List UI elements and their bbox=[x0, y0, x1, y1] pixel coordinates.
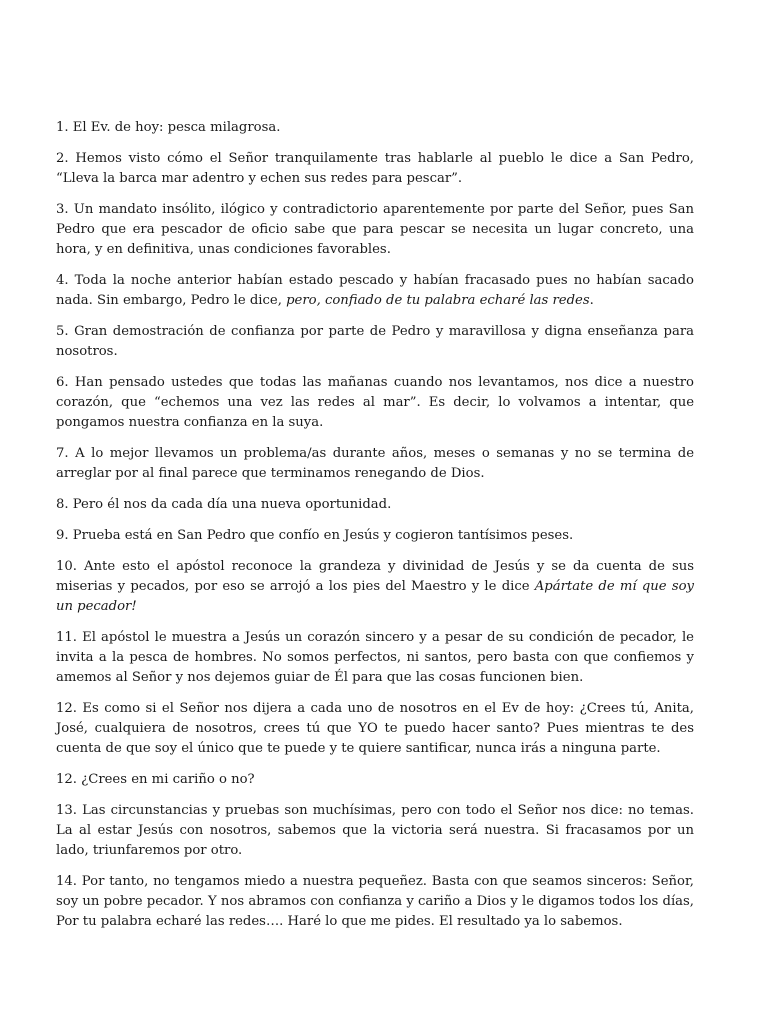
paragraph-1: 1. El Ev. de hoy: pesca milagrosa. bbox=[56, 120, 281, 135]
paragraph-4-quote: pero, confiado de tu palabra echaré las redes bbox=[286, 293, 590, 308]
document-page bbox=[56, 118, 694, 943]
paragraph-11: 11. El apóstol le muestra a Jesús un corazón sincero y a pesar de su condición de pecador, le invita a la pesca de hombres. No somos perfectos, ni santos, pero basta con que confiemos y amemos al Señor y nos dejemos guiar de Él para que las cosas funcionen bien. bbox=[56, 630, 694, 685]
paragraph-14: 14. Por tanto, no tengamos miedo a nuestra pequeñez. Basta con que seamos sinceros: Señor, soy un pobre pecador. Y nos abramos con confianza y cariño a Dios y le digamos todos los días, Por tu palabra echaré las redes…. Haré lo que me pides. El resultado ya lo sabemos. bbox=[56, 874, 694, 929]
paragraph-4: 4. Toda la noche anterior habían estado pescado y habían fracasado pues no habían sacado nada. Sin embargo, Pedro le dice, pero, confiado de tu palabra echaré las redes. bbox=[56, 273, 694, 308]
paragraph-5: 5. Gran demostración de confianza por parte de Pedro y maravillosa y digna enseñanza para nosotros. bbox=[56, 324, 694, 359]
paragraph-13: 13. Las circunstancias y pruebas son muchísimas, pero con todo el Señor nos dice: no temas. La al estar Jesús con nosotros, sabemos que la victoria será nuestra. Si fracasamos por un lado, triunfaremos por otro. bbox=[56, 803, 694, 858]
paragraph-9: 9. Prueba está en San Pedro que confío en Jesús y cogieron tantísimos peses. bbox=[56, 528, 574, 543]
paragraph-6: 6. Han pensado ustedes que todas las mañanas cuando nos levantamos, nos dice a nuestro corazón, que “echemos una vez las redes al mar”. Es decir, lo volvamos a intentar, que pongamos nuestra confianza en la suya. bbox=[56, 375, 694, 430]
paragraph-7: 7. A lo mejor llevamos un problema/as durante años, meses o semanas y no se termina de arreglar por al final parece que terminamos renegando de Dios. bbox=[56, 446, 694, 481]
paragraph-8: 8. Pero él nos da cada día una nueva oportunidad. bbox=[56, 497, 392, 512]
paragraph-10: 10. Ante esto el apóstol reconoce la grandeza y divinidad de Jesús y se da cuenta de sus miserias y pecados, por eso se arrojó a los pies del Maestro y le dice Apártate de mí que soy un pecador! bbox=[56, 559, 694, 614]
paragraph-10-quote: Apártate de mí que soy un pecador! bbox=[56, 579, 694, 614]
paragraph-3: 3. Un mandato insólito, ilógico y contradictorio aparentemente por parte del Señor, pues San Pedro que era pescador de oficio sabe que para pescar se necesita un lugar concreto, una hora, y en definitiva, unas condiciones favorables. bbox=[56, 202, 694, 257]
paragraph-12: 12. Es como si el Señor nos dijera a cada uno de nosotros en el Ev de hoy: ¿Crees tú, Anita, José, cualquiera de nosotros, crees tú que YO te puedo hacer santo? Pues mientras te des cuenta de que soy el único que te puede y te quiere santificar, nunca irás a ninguna parte. bbox=[56, 701, 694, 756]
paragraph-2: 2. Hemos visto cómo el Señor tranquilamente tras hablarle al pueblo le dice a San Pedro, “Lleva la barca mar adentro y echen sus redes para pescar”. bbox=[56, 151, 694, 186]
paragraph-12b: 12. ¿Crees en mi cariño o no? bbox=[56, 772, 255, 787]
